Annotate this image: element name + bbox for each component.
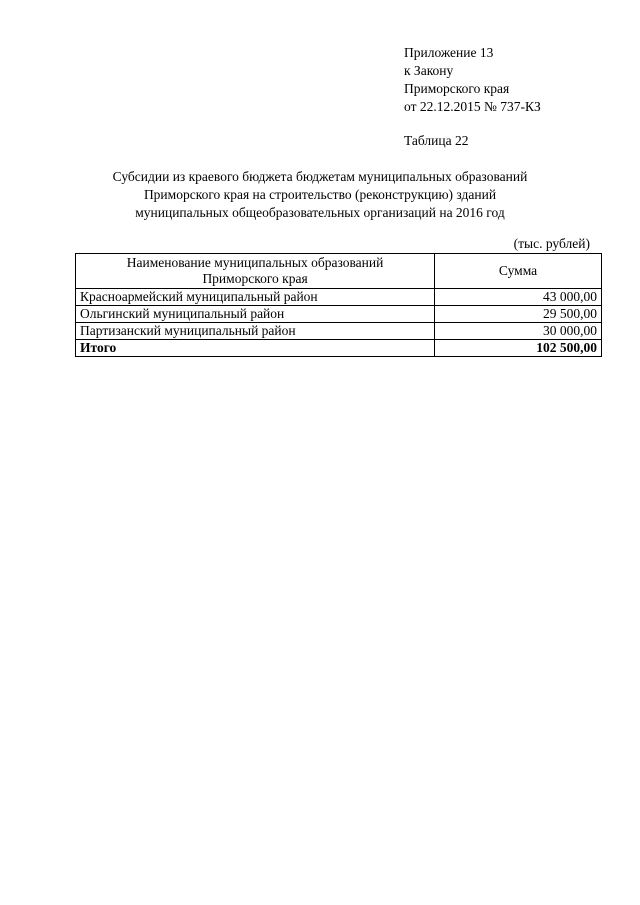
title-line: Приморского края на строительство (реконструкцию) зданий (143, 187, 497, 202)
table-number: Таблица 22 (404, 133, 469, 148)
subsidy-table (75, 253, 602, 357)
total-row (76, 340, 602, 357)
appendix-line: от 22.12.2015 № 737-КЗ (404, 99, 541, 114)
row-sum-cell: 30 000,00 (435, 323, 602, 340)
header-sum-cell: Сумма (435, 254, 602, 289)
title-line: Субсидии из краевого бюджета бюджетам муниципальных образований (112, 169, 528, 184)
units-label: (тыс. рублей) (513, 236, 590, 251)
table-row (76, 323, 602, 340)
appendix-line: к Закону (404, 63, 454, 78)
appendix-line: Приморского края (404, 81, 510, 96)
header-name-line: Наименование муниципальных образований (126, 255, 384, 270)
total-name-cell: Итого (76, 340, 435, 357)
row-name-cell: Красноармейский муниципальный район (76, 289, 435, 306)
row-sum-cell: 43 000,00 (435, 289, 602, 306)
row-sum-cell: 29 500,00 (435, 306, 602, 323)
document-title (60, 168, 580, 222)
header-name-cell (76, 254, 435, 289)
appendix-line: Приложение 13 (404, 45, 494, 60)
appendix-block (404, 44, 541, 116)
title-line: муниципальных общеобразовательных организаций на 2016 год (135, 205, 505, 220)
table-row (76, 289, 602, 306)
total-sum-cell: 102 500,00 (435, 340, 602, 357)
row-name-cell: Партизанский муниципальный район (76, 323, 435, 340)
table-header-row (76, 254, 602, 289)
table-row (76, 306, 602, 323)
row-name-cell: Ольгинский муниципальный район (76, 306, 435, 323)
header-name-line: Приморского края (202, 271, 308, 286)
